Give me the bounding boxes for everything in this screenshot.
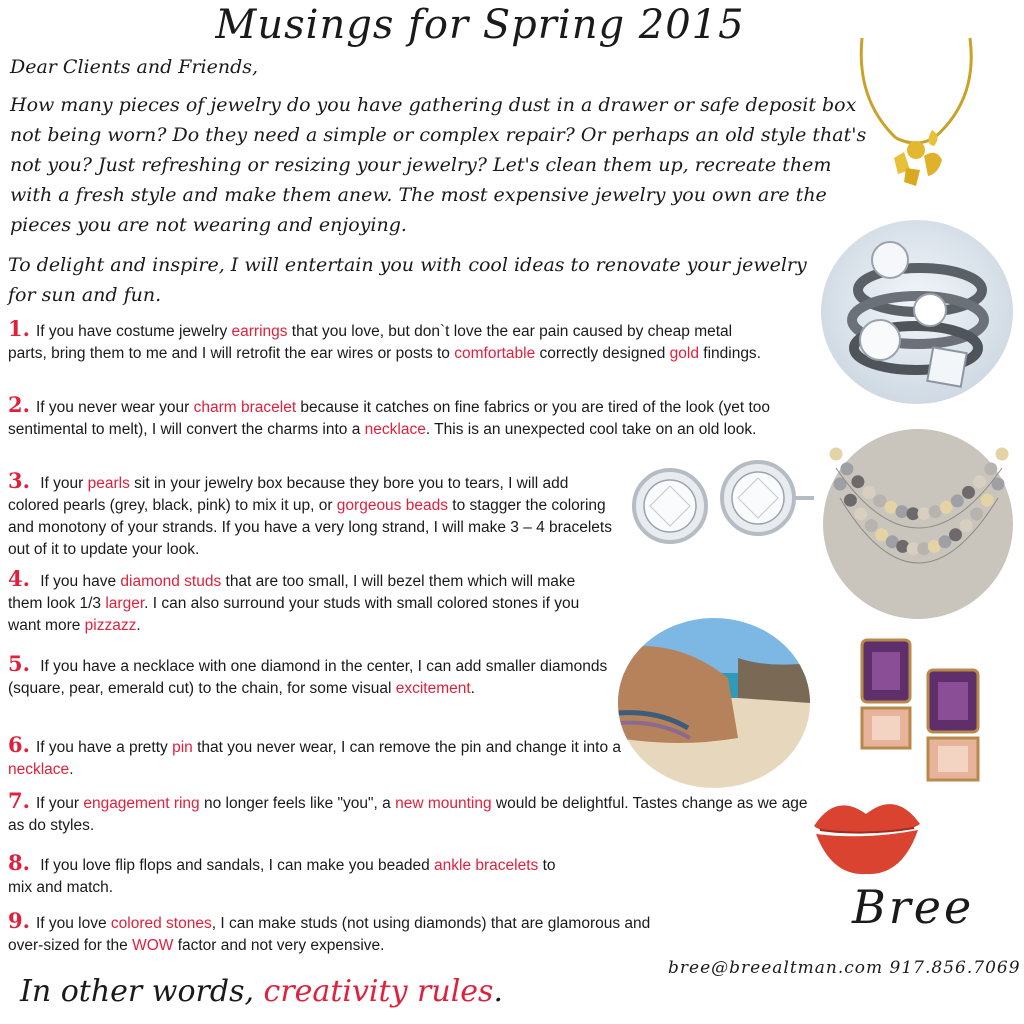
bead (973, 475, 986, 488)
highlight-text: excitement (395, 680, 471, 697)
bead (938, 535, 951, 548)
highlight-text: charm bracelet (193, 399, 297, 416)
highlight-text: necklace (8, 761, 70, 778)
highlight-text: engagement ring (83, 795, 200, 812)
bead (830, 448, 843, 461)
gold-charm-necklace-image (846, 30, 986, 200)
highlight-text: gold (669, 345, 699, 362)
item-number: 1. (8, 316, 30, 341)
highlight-text: pizzazz (84, 617, 137, 634)
item-number: 9. (8, 908, 30, 933)
list-item: 2. If you never wear your charm bracelet because it catches on fine fabrics or you are tired of the look (yet too sentimental to melt), I will convert the charms into a necklace. This is an unexpected cool take on an old look. (8, 392, 770, 438)
bead (862, 486, 875, 499)
beach-anklet-image (618, 618, 810, 788)
list-item: 7. If your engagement ring no longer feels like "you", a new mounting would be delightful. Tastes change as we age as do styles. (8, 788, 808, 834)
pearl-necklace-image (822, 428, 1014, 620)
highlight-text: necklace (364, 421, 426, 438)
intro-paragraph-2: To delight and inspire, I will entertain you with cool ideas to renovate your jewelry for sun and fun. (8, 254, 807, 306)
item-number: 4. (8, 566, 30, 591)
bead (844, 494, 857, 507)
list-item: 5. If you have a necklace with one diamond in the center, I can add smaller diamonds (square, pear, emerald cut) to the chain, for some visual excitement. (8, 651, 608, 697)
bead (895, 505, 908, 518)
salutation: Dear Clients and Friends, (10, 56, 259, 78)
bead (851, 475, 864, 488)
item-number: 6. (8, 732, 30, 757)
highlight-text: comfortable (454, 345, 536, 362)
highlight-text: WOW (132, 937, 174, 954)
list-item: 9. If you love colored stones, I can make studs (not using diamonds) that are glamorous and over-sized for the WOW factor and not very expensive. (8, 908, 651, 954)
list-item: 6. If you have a pretty pin that you never wear, I can remove the pin and change it into a necklace. (8, 732, 622, 778)
bead (873, 494, 886, 507)
bead (865, 519, 878, 532)
lips-kiss-image (810, 790, 924, 880)
bead (996, 448, 1009, 461)
list-item: 1. If you have costume jewelry earrings that you love, but don`t love the ear pain caused by cheap metal parts, bring them to me and I will retrofit the ear wires or posts to comfortable correctly designed gold findings. (8, 316, 761, 362)
diamond-studs-image (620, 458, 816, 548)
bead (918, 507, 931, 520)
highlight-text: pearls (87, 475, 130, 492)
bead (929, 505, 942, 518)
bead (940, 501, 953, 514)
bead (981, 494, 994, 507)
list-item: 8. If you love flip flops and sandals, I can make you beaded ankle bracelets to mix and match. (8, 850, 556, 896)
item-number: 8. (8, 850, 30, 875)
highlight-text: diamond studs (120, 573, 222, 590)
bead (854, 508, 867, 521)
item-number: 7. (8, 788, 30, 813)
signature: Bree (852, 880, 975, 934)
list-item: 3. If your pearls sit in your jewelry box because they bore you to tears, I will add colored pearls (grey, black, pink) to mix it up, or gorgeous beads to stagger the coloring and monotony of your strands. If you have a very long strand, I will make 3 – 4 bracelets out of it to update your look. (8, 468, 612, 558)
highlight-text: gorgeous beads (336, 497, 448, 514)
bead (960, 519, 973, 532)
highlight-text: earrings (231, 323, 288, 340)
gemstone-earrings-image (858, 636, 988, 784)
highlight-text: larger (105, 595, 145, 612)
bead (949, 528, 962, 541)
item-number: 2. (8, 392, 30, 417)
highlight-text: ankle bracelets (434, 857, 539, 874)
closing-line: In other words, creativity rules. (20, 974, 503, 1009)
page-title: Musings for Spring 2015 (215, 2, 745, 48)
highlight-text: pin (172, 739, 193, 756)
highlight-text: new mounting (395, 795, 492, 812)
item-number: 3. (8, 468, 30, 493)
bead (970, 508, 983, 521)
intro-paragraph: How many pieces of jewelry do you have gathering dust in a drawer or safe deposit box not being worn? Do they need a simple or complex repair? Or perhaps an old style that's not you? Just refreshing or resizing your jewelry? Let's clean them up, recreate them with a fresh style and make them anew. The most expensive jewelry you own are the pieces you are not wearing and enjoying. (10, 94, 867, 236)
bead (962, 486, 975, 499)
bead (951, 494, 964, 507)
bead (840, 462, 853, 475)
contact-info: bree@breealtman.com 917.856.7069 (668, 958, 1021, 978)
bead (984, 462, 997, 475)
highlight-text: creativity rules (263, 974, 494, 1009)
list-item: 4. If you have diamond studs that are too small, I will bezel them which will make them look 1/3 larger. I can also surround your studs with small colored stones if you want more pizzazz. (8, 566, 580, 634)
diamond-rings-image (820, 220, 1014, 405)
highlight-text: colored stones (110, 915, 212, 932)
item-number: 5. (8, 651, 30, 676)
